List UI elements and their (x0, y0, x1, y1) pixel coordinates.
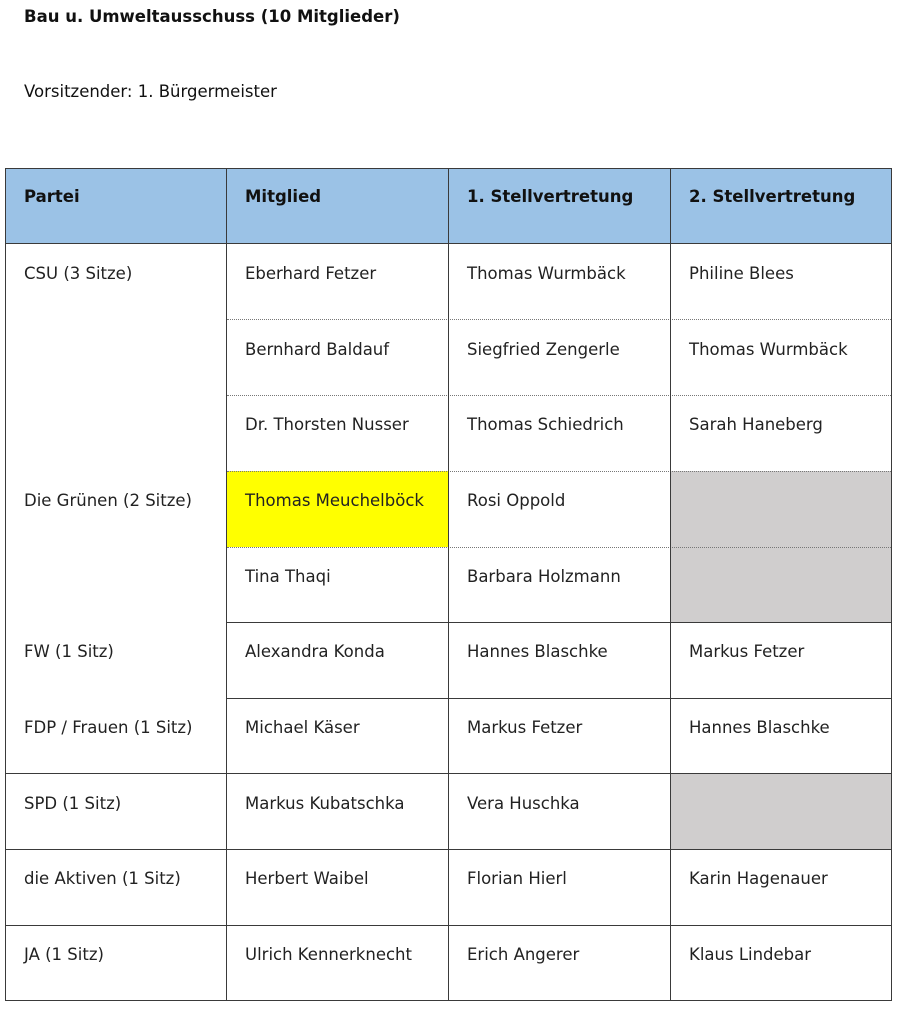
party-cell: CSU (3 Sitze) (24, 264, 133, 283)
party-cell: JA (1 Sitz) (24, 945, 104, 964)
first-deputy-cell: Florian Hierl (467, 869, 567, 888)
member-cell: Michael Käser (245, 718, 360, 737)
member-cell: Markus Kubatschka (245, 794, 405, 813)
header-second-deputy: 2. Stellvertretung (689, 187, 856, 206)
party-cell: FW (1 Sitz) (24, 642, 114, 661)
second-deputy-cell: Philine Blees (689, 264, 794, 283)
header-first-deputy: 1. Stellvertretung (467, 187, 634, 206)
party-cell: Die Grünen (2 Sitze) (24, 491, 192, 510)
first-deputy-cell: Thomas Wurmbäck (467, 264, 626, 283)
first-deputy-cell: Markus Fetzer (467, 718, 583, 737)
member-cell: Herbert Waibel (245, 869, 369, 888)
second-deputy-cell: Karin Hagenauer (689, 869, 828, 888)
empty-cell (671, 774, 891, 849)
second-deputy-cell: Thomas Wurmbäck (689, 340, 848, 359)
header-party: Partei (24, 187, 80, 206)
member-cell: Alexandra Konda (245, 642, 385, 661)
first-deputy-cell: Erich Angerer (467, 945, 580, 964)
member-cell: Dr. Thorsten Nusser (245, 415, 409, 434)
first-deputy-cell: Vera Huschka (467, 794, 580, 813)
second-deputy-cell: Klaus Lindebar (689, 945, 812, 964)
member-cell: Bernhard Baldauf (245, 340, 390, 359)
chair-line: Vorsitzender: 1. Bürgermeister (24, 82, 277, 101)
member-cell: Tina Thaqi (245, 567, 331, 586)
member-cell: Thomas Meuchelböck (245, 491, 424, 510)
member-cell: Eberhard Fetzer (245, 264, 377, 283)
committee-table (5, 168, 892, 1001)
party-cell: FDP / Frauen (1 Sitz) (24, 718, 193, 737)
second-deputy-cell: Markus Fetzer (689, 642, 805, 661)
second-deputy-cell: Hannes Blaschke (689, 718, 830, 737)
second-deputy-cell: Sarah Haneberg (689, 415, 823, 434)
member-cell: Ulrich Kennerknecht (245, 945, 412, 964)
committee-title: Bau u. Umweltausschuss (10 Mitglieder) (24, 7, 400, 26)
first-deputy-cell: Hannes Blaschke (467, 642, 608, 661)
first-deputy-cell: Barbara Holzmann (467, 567, 621, 586)
party-cell: SPD (1 Sitz) (24, 794, 122, 813)
first-deputy-cell: Thomas Schiedrich (467, 415, 624, 434)
first-deputy-cell: Rosi Oppold (467, 491, 566, 510)
header-member: Mitglied (245, 187, 322, 206)
party-cell: die Aktiven (1 Sitz) (24, 869, 181, 888)
first-deputy-cell: Siegfried Zengerle (467, 340, 620, 359)
